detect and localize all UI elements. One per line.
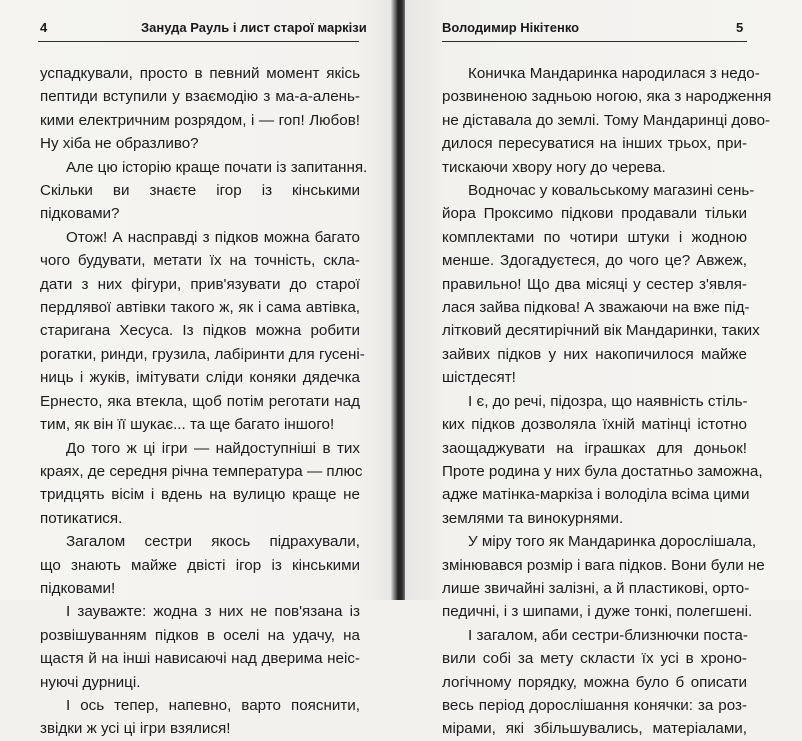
text-line: пептиди вступили у взаємодію з ма-а-алень- [40,88,360,106]
page-number-left: 4 [40,20,48,35]
text-line: Водночас у ковальському магазині сень- [468,182,755,200]
text-line: не діставала до землі. Тому Мандаринці дово- [442,111,771,129]
text-line: лася зайва підкова! А зважаючи на вже під- [442,299,750,317]
text-line: літковий десятирічний вік Мандаринки, таких [442,322,760,340]
text-line: Отож! А насправді з підков можна багато [66,228,360,246]
text-line: менше. Здогадуєтеся, до чого це? Авжеж, [442,252,747,270]
text-line: Коничка Мандаринка народилася з недо- [468,65,760,82]
text-line: підковами! [40,579,116,597]
text-line: Але цю історію краще почати із запитання. [66,158,368,176]
text-line: весь період дорослішання конячки: за роз- [442,696,747,714]
text-line: комплектами по чотири штуки і жодною [442,228,747,246]
right-page-body [442,62,772,741]
text-line: Загалом сестри якось підрахували, [66,533,360,551]
text-line: нуючі дурниці. [40,673,141,691]
text-line: розвішуванням підков в оселі на удачу, на [40,626,360,644]
text-line: рогатки, ринди, грузила, лабіринти для гусені- [40,345,365,363]
running-title-left: Зануда Рауль і лист старої маркізи [141,20,367,35]
right-page [405,0,802,738]
text-line: Ну хіба не образливо? [40,135,199,153]
text-line: ниць і жуків, імітувати сліди коняки дядечка [40,369,360,387]
left-page [0,0,395,738]
text-line: звідки ж усі ці ігри взялися! [40,720,231,738]
text-line: правильно! Що два місяці у сестер з'явля- [442,275,747,293]
text-line: Проте родина у них була достатньо заможна, [442,462,763,480]
text-line: логічному порядку, можна було б описати [442,673,747,691]
text-line: чого будувати, метати їх на точність, скла- [40,252,360,270]
text-line: лише звичайні залізні, а й пластикові, орто- [442,579,750,597]
text-line: краях, де середня річна температура — плюс [40,462,363,480]
text-line: дати з них фігури, прив'язувати до старої [40,275,360,293]
text-line: кими електричним розрядом, і — гоп! Любов! [40,111,360,129]
text-line: тим, як він її шукає... та ще багато іншого! [40,416,335,434]
text-line: адже матінка-маркіза і володіла всіма цими [442,486,750,504]
text-line: розвиненою задньою ногою, яка з народження [442,88,772,106]
page-number-right: 5 [736,20,744,35]
text-line: йора Проксимо підкови продавали тільки [442,205,747,223]
text-line: І загалом, аби сестри-близнючки поста- [468,626,748,644]
left-page-body [40,62,368,741]
text-line: До того ж ці ігри — найдоступніші в тих [66,439,360,457]
text-line: І ось тепер, напевно, варто пояснити, [66,696,360,714]
text-line: заощаджувати на іграшках для доньок! [442,439,747,457]
text-line: старигана Хесуса. Із підков можна робити [40,322,360,340]
text-line: У міру того як Мандаринка дорослішала, [468,533,757,551]
text-line: дилося пересуватися на інших трьох, при- [442,135,747,153]
text-line: Ернесто, яка втекла, щоб потім реготати над [40,392,360,410]
text-line: змінювався розмір і вага підков. Вони були не [442,556,765,574]
text-line: Скільки ви знаєте ігор із кінськими [40,182,360,200]
text-line: ких підков дозволяла їхній матінці істотно [442,416,747,434]
text-line: тридцять вісім і вдень на вулицю краще не [40,486,360,504]
text-line: успадкували, просто в певний момент якісь [40,65,360,82]
text-line: І зауважте: жодна з них не пов'язана із [66,603,360,621]
text-line: вили собі за мету скласти їх усі в хроно- [442,650,747,668]
text-line: щастя й на інші нависаючі над дверима неіс- [40,650,360,668]
running-title-right: Володимир Нікітенко [442,20,580,35]
text-line: педичні, і з шипами, і дуже тонкі, полегшені. [442,603,753,621]
header-rule-right [442,41,747,42]
text-line: потикатися. [40,509,123,527]
text-line: підковами? [40,205,120,223]
text-line: І є, до речі, підозра, що наявність стіль- [468,392,748,410]
text-line: що знають майже двісті ігор із кінськими [40,556,360,574]
text-line: землями та винокурнями. [442,509,624,527]
text-line: пердлявої автівки такого ж, як і сама автівка, [40,299,360,317]
header-rule-left [38,41,359,42]
text-line: зайвих підков у них накопичилося майже [442,345,747,363]
text-line: тискаючи хвору ногу до черева. [442,158,666,176]
text-line: шістдесят! [442,369,516,387]
text-line: мірами, які збільшувались, матеріалами, [442,720,747,738]
